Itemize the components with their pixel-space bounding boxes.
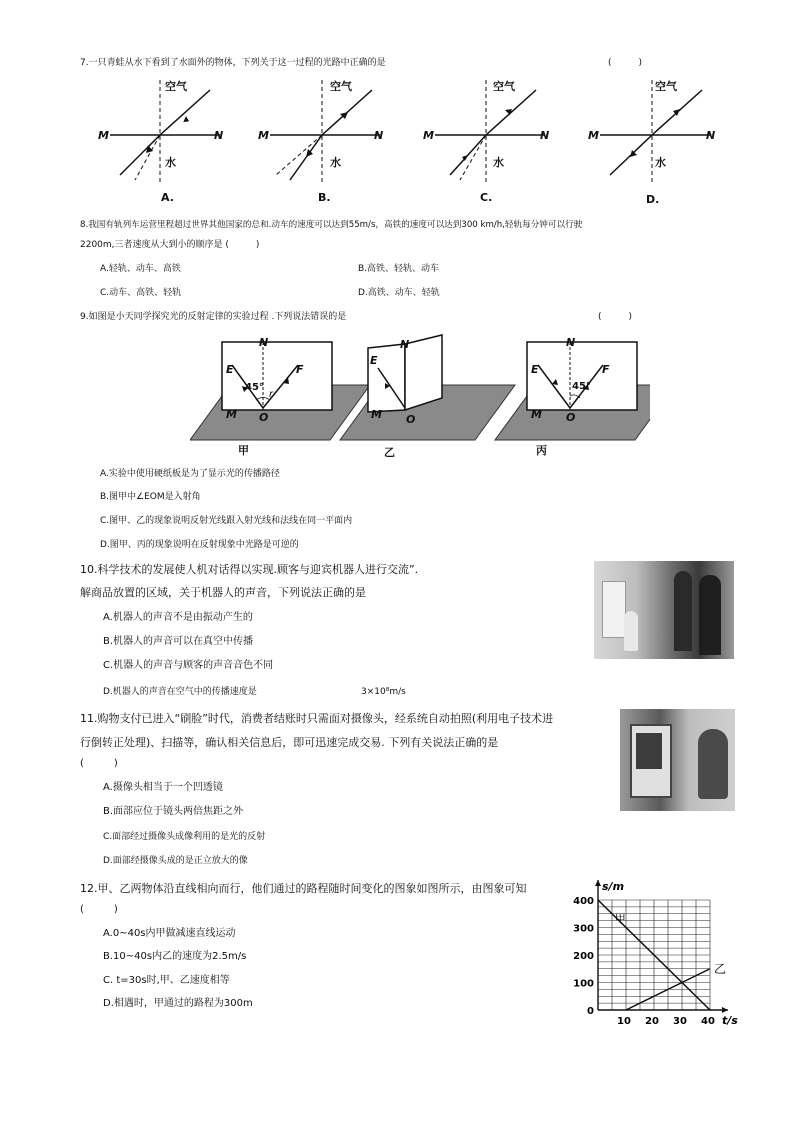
q9-option-c: C.图甲、乙的现象说明反射光线跟入射光线和法线在同一平面内 xyxy=(100,516,353,526)
q7-a-air-label: 空气 xyxy=(165,80,187,93)
q12-st-chart xyxy=(572,872,742,1032)
q9-yi-n-label: N xyxy=(400,338,410,351)
y-axis-label: s/m xyxy=(602,880,625,893)
q11-option-d: D.面部经摄像头成的是正立放大的像 xyxy=(103,856,248,866)
q7-stem: 7.一只青蛙从水下看到了水面外的物体，下列关于这一过程的光路中正确的是 xyxy=(80,58,386,68)
q9-caption-bing: 丙 xyxy=(536,444,547,457)
q11-stem-line2: 行倒转正处理)、扫描等，确认相关信息后，即可迅速完成交易. 下列有关说法正确的是 xyxy=(80,736,499,749)
series-label-yi: 乙 xyxy=(714,961,727,976)
q9-option-b: B.图甲中∠EOM是入射角 xyxy=(100,492,201,502)
q7-c-m-label: M xyxy=(423,129,434,142)
q11-option-b: B.面部应位于镜头两倍焦距之外 xyxy=(103,806,244,817)
q10-option-d-value: 3×10⁸m/s xyxy=(361,687,406,697)
q9-jia-o-label: O xyxy=(259,411,269,424)
q7-option-b: B. xyxy=(318,191,331,204)
q11-stem-line1: 11.购物支付已进入“刷脸”时代，消费者结账时只需面对摄像头，经系统自动拍照(利用电子技术进 xyxy=(80,712,554,725)
q12-option-b: B.10~40s内乙的速度为2.5m/s xyxy=(103,951,247,962)
y-tick-label: 200 xyxy=(573,951,594,962)
x-axis-arrow xyxy=(722,1007,728,1013)
x-tick-label: 30 xyxy=(673,1016,687,1027)
q9-bing-n-label: N xyxy=(566,336,576,349)
q11-option-a: A.摄像头相当于一个凹透镜 xyxy=(103,782,223,793)
q9-jia-m-label: M xyxy=(226,408,237,421)
q8-option-d: D.高铁、动车、轻轨 xyxy=(358,288,440,298)
q7-diagrams xyxy=(90,75,730,210)
q7-a-n-label: N xyxy=(214,129,224,142)
q11-face-pay-photo xyxy=(620,709,735,811)
q9-jia-r-label: r xyxy=(269,389,274,400)
q8-stem-line1: 8.我国有轨列车运营里程超过世界其他国家的总和.动车的速度可以达到55m/s，高铁的速度可以达到300 km/h,轻轨每分钟可以行驶 xyxy=(80,220,583,230)
q10-option-b: B.机器人的声音可以在真空中传播 xyxy=(103,636,254,647)
y-tick-label: 0 xyxy=(587,1006,594,1017)
q7-d-n-label: N xyxy=(706,129,716,142)
q9-jia-f-label: F xyxy=(296,363,304,376)
q8-option-a: A.轻轨、动车、高铁 xyxy=(100,264,181,274)
q7-option-d: D. xyxy=(646,193,660,206)
q8-stem-line2: 2200m,三者速度从大到小的顺序是 ( ) xyxy=(80,240,260,250)
q12-option-d: D.相遇时，甲通过的路程为300m xyxy=(103,998,253,1009)
q8-option-b: B.高铁、轻轨、动车 xyxy=(358,264,440,274)
q9-yi-m-label: M xyxy=(371,408,382,421)
q9-option-d: D.图甲、丙的现象说明在反射现象中光路是可逆的 xyxy=(100,540,299,550)
y-tick-label: 300 xyxy=(573,923,594,935)
series-label-jia: 甲 xyxy=(614,912,626,925)
y-axis-arrow xyxy=(595,880,601,886)
q7-option-c: C. xyxy=(480,191,493,204)
q12-answer-paren: ( ) xyxy=(80,904,118,915)
q9-bing-e-label: E xyxy=(531,363,539,376)
x-axis-label: t/s xyxy=(722,1014,738,1027)
q7-c-n-label: N xyxy=(540,129,550,142)
q12-stem: 12.甲、乙两物体沿直线相向而行，他们通过的路程随时间变化的图象如图所示，由图象可知 xyxy=(80,882,527,895)
q7-b-water-label: 水 xyxy=(330,156,341,169)
q9-yi-o-label: O xyxy=(406,413,416,426)
q9-caption-jia: 甲 xyxy=(238,444,249,457)
q9-bing-m-label: M xyxy=(531,408,542,421)
q10-option-c: C.机器人的声音与顾客的声音音色不同 xyxy=(103,660,274,671)
q8-option-c: C.动车、高铁、轻轨 xyxy=(100,288,182,298)
x-tick-label: 10 xyxy=(617,1016,631,1027)
q10-option-d: D.机器人的声音在空气中的传播速度是 xyxy=(103,687,257,697)
q7-option-a: A. xyxy=(161,191,174,204)
q12-option-a: A.0~40s内甲做减速直线运动 xyxy=(103,928,236,939)
q7-diagram-c xyxy=(435,80,545,185)
q9-yi-e-label: E xyxy=(370,354,378,367)
q12-option-c: C. t=30s时,甲、乙速度相等 xyxy=(103,975,230,986)
q7-b-m-label: M xyxy=(258,129,269,142)
q9-jia-n-label: N xyxy=(259,336,269,349)
y-tick-label: 400 xyxy=(573,896,594,907)
q7-b-air-label: 空气 xyxy=(330,80,352,93)
q9-option-a: A.实验中使用硬纸板是为了显示光的传播路径 xyxy=(100,469,280,479)
q9-stem: 9.如图是小天同学探究光的反射定律的实验过程 .下列说法错误的是 xyxy=(80,312,347,322)
q7-a-m-label: M xyxy=(98,129,109,142)
q9-answer-paren: ( ) xyxy=(598,312,633,322)
q9-caption-yi: 乙 xyxy=(384,446,395,459)
q7-diagram-b xyxy=(270,80,380,185)
q7-d-water-label: 水 xyxy=(655,156,666,169)
q7-d-m-label: M xyxy=(588,129,599,142)
q7-answer-paren: ( ) xyxy=(608,58,643,68)
q7-a-water-label: 水 xyxy=(165,156,176,169)
q9-bing-o-label: O xyxy=(566,411,576,424)
q9-diagram-jia xyxy=(190,342,370,440)
x-tick-label: 20 xyxy=(645,1016,659,1027)
q10-stem-line1: 10.科学技术的发展使人机对话得以实现.顾客与迎宾机器人进行交流”. xyxy=(80,563,419,576)
q10-robot-photo xyxy=(594,561,734,659)
q11-option-c: C.面部经过摄像头成像利用的是光的反射 xyxy=(103,832,266,842)
x-tick-label: 40 xyxy=(701,1016,715,1027)
q9-bing-angle: 45° xyxy=(572,381,591,392)
q9-jia-e-label: E xyxy=(226,363,234,376)
q7-c-air-label: 空气 xyxy=(493,80,515,93)
q7-b-n-label: N xyxy=(374,129,384,142)
q9-jia-angle: 45° xyxy=(245,382,264,393)
q10-stem-line2: 解商品放置的区域，关于机器人的声音，下列说法正确的是 xyxy=(80,586,366,599)
q9-bing-f-label: F xyxy=(602,363,610,376)
q7-c-water-label: 水 xyxy=(493,156,504,169)
q11-answer-paren: ( ) xyxy=(80,758,118,769)
y-tick-label: 100 xyxy=(573,978,594,990)
q7-d-air-label: 空气 xyxy=(655,80,677,93)
q10-option-a: A.机器人的声音不是由振动产生的 xyxy=(103,612,253,623)
